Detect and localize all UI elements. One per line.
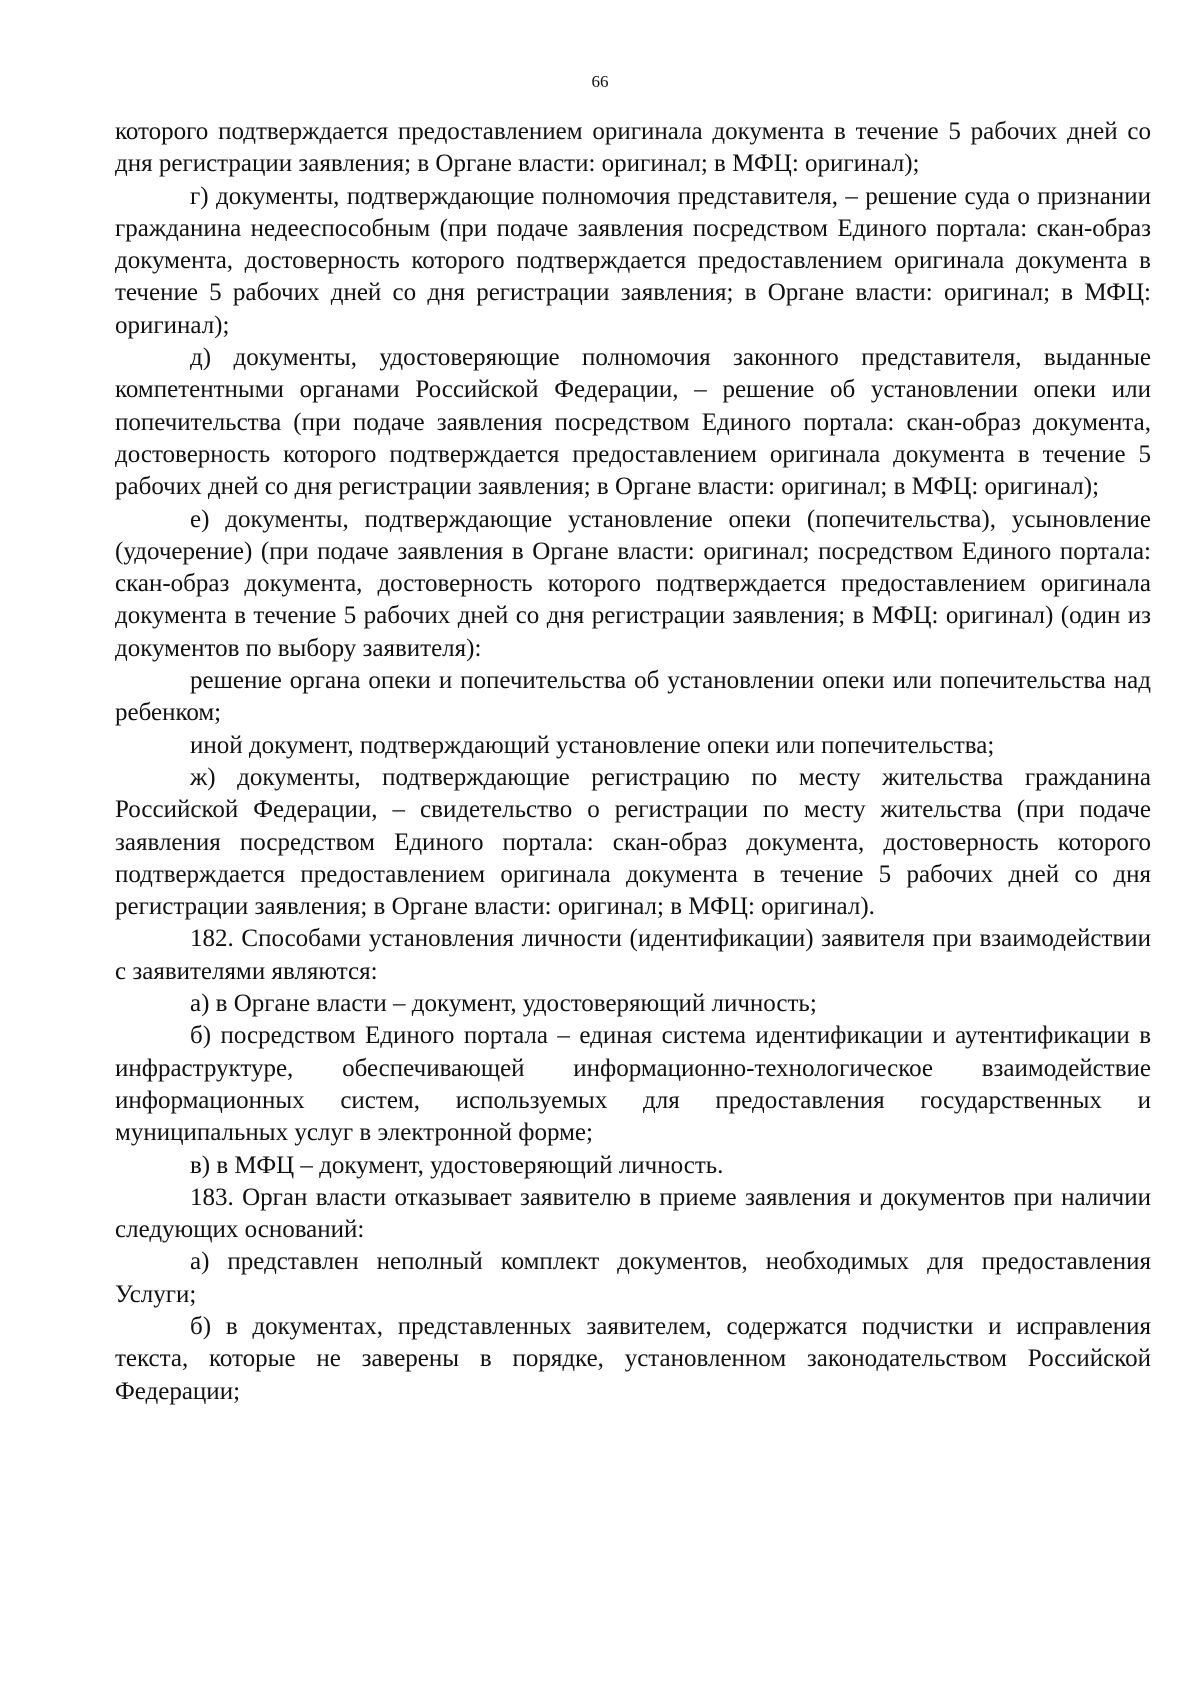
paragraph-182-a: а) в Органе власти – документ, удостоверяющий личность;: [190, 990, 817, 1018]
paragraph-sub-option-1: решение органа опеки и попечительства об установлении опеки или попечительства над ребенком;: [115, 667, 1151, 727]
paragraph-item-e: е) документы, подтверждающие установление опеки (попечительства), усыновление (удочерение) (при подаче заявления в Органе власти: оригинал; посредством Единого портала: скан-образ документа, достоверность которого подтверждается предоставлением оригинала документа в течение 5 рабочих дней со дня регистрации заявления; в МФЦ: оригинал) (один из документов по выбору заявителя):: [115, 505, 1151, 662]
paragraph-182-v: в) в МФЦ – документ, удостоверяющий личность.: [190, 1151, 724, 1179]
paragraph-183-a: а) представлен неполный комплект документов, необходимых для предоставления Услуги;: [115, 1248, 1151, 1308]
paragraph-continuation: которого подтверждается предоставлением оригинала документа в течение 5 рабочих дней со дня регистрации заявления; в Органе власти: оригинал; в МФЦ: оригинал);: [115, 118, 1151, 178]
paragraph-182-b: б) посредством Единого портала – единая система идентификации и аутентификации в инфраструктуре, обеспечивающей информационно-технологическое взаимодействие информационных систем, используемых для предоставления государственных и муниципальных услуг в электронной форме;: [115, 1022, 1151, 1147]
paragraph-item-zh: ж) документы, подтверждающие регистрацию по месту жительства гражданина Российской Федерации, – свидетельство о регистрации по месту жительства (при подаче заявления посредством Единого портала: скан-образ документа, достоверность которого подтверждается предоставлением оригинала документа в течение 5 рабочих дней со дня регистрации заявления; в Органе власти: оригинал; в МФЦ: оригинал).: [115, 763, 1151, 921]
page-number: 66: [591, 72, 609, 91]
paragraph-183-b: б) в документах, представленных заявителем, содержатся подчистки и исправления текста, которые не заверены в порядке, установленном законодательством Российской Федерации;: [115, 1312, 1151, 1405]
document-body: [115, 116, 1151, 1408]
paragraph-section-182: 182. Способами установления личности (идентификации) заявителя при взаимодействии с заявителями являются:: [115, 925, 1151, 985]
paragraph-section-183: 183. Орган власти отказывает заявителю в приеме заявления и документов при наличии следующих оснований:: [115, 1183, 1151, 1244]
paragraph-sub-option-2: иной документ, подтверждающий установление опеки или попечительства;: [190, 731, 995, 759]
paragraph-item-g: г) документы, подтверждающие полномочия представителя, – решение суда о признании гражданина недееспособным (при подаче заявления посредством Единого портала: скан-образ документа, достоверность которого подтверждается предоставлением оригинала документа в течение 5 рабочих дней со дня регистрации заявления; в Органе власти: оригинал; в МФЦ: оригинал);: [115, 182, 1151, 339]
paragraph-item-d: д) документы, удостоверяющие полномочия законного представителя, выданные компетентными органами Российской Федерации, – решение об установлении опеки или попечительства (при подаче заявления посредством Единого портала: скан-образ документа, достоверность которого подтверждается предоставлением оригинала документа в течение 5 рабочих дней со дня регистрации заявления; в Органе власти: оригинал; в МФЦ: оригинал);: [115, 344, 1151, 501]
